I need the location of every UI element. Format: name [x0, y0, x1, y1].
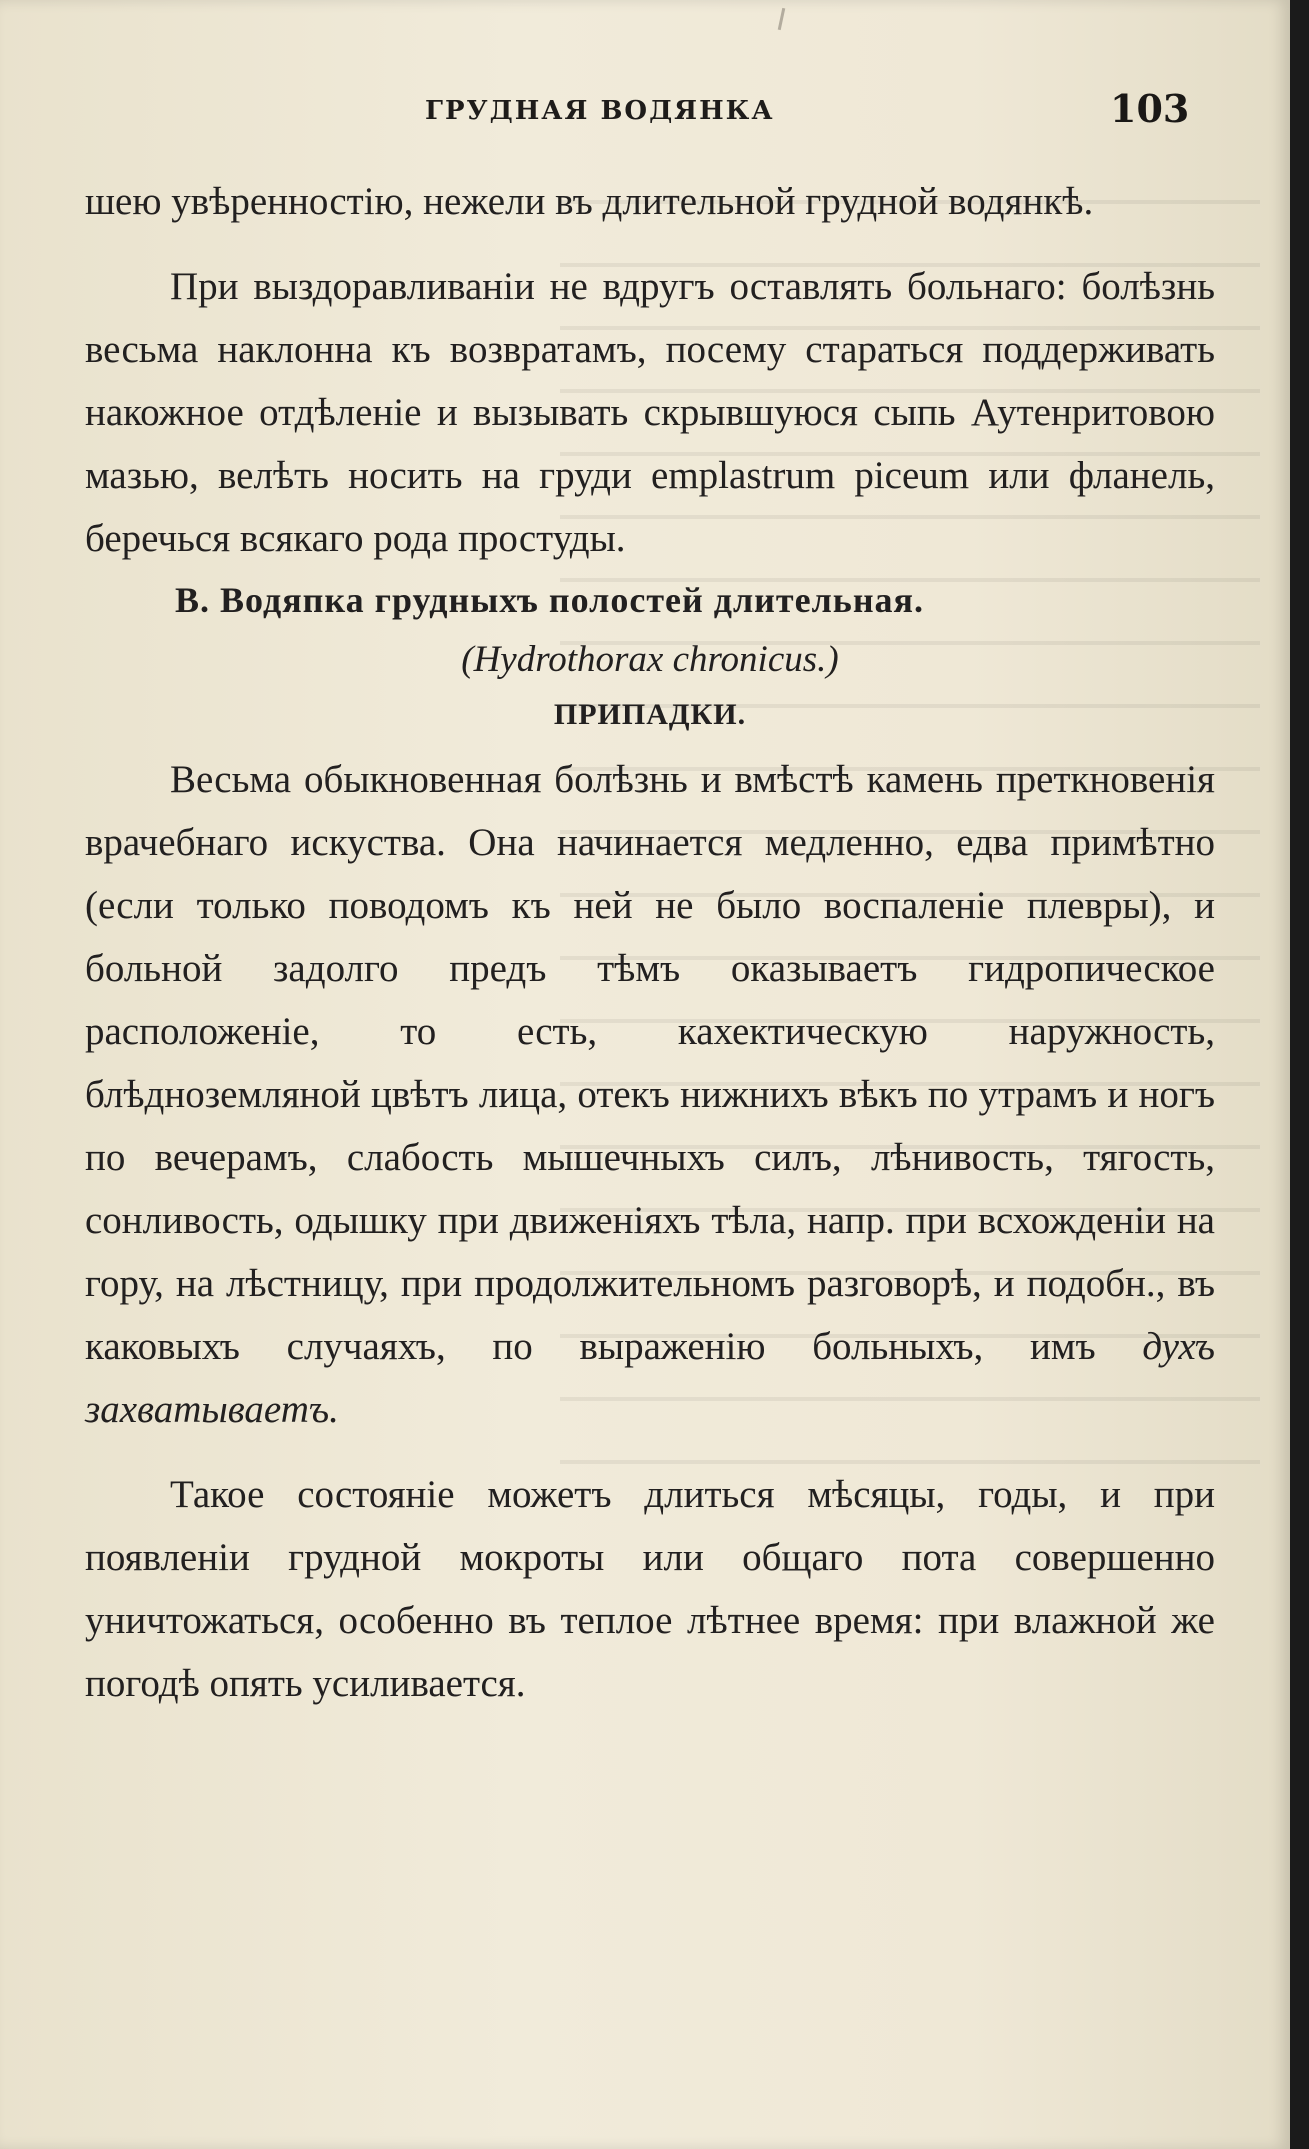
- page-number: 103: [1110, 86, 1190, 131]
- subheading-symptoms: ПРИПАДКИ.: [553, 698, 747, 731]
- body-text: [85, 170, 1215, 1715]
- paragraph-description: [85, 748, 1215, 1441]
- paragraph-recovery: При выздоравливаніи не вдругъ оставлять больнаго: болѣзнь весьма наклонна къ возвратамъ, посему стараться поддерживать накожное отдѣленіе и вызывать скрывшуюся сыпь Аутенритовою мазью, велѣть носить на груди emplastrum piceum или фланель, беречься всякаго рода простуды.: [85, 265, 1215, 560]
- latin-title: (Hydrothorax chronicus.): [461, 639, 839, 680]
- page-header: [0, 86, 1290, 136]
- stray-ink-mark: [778, 8, 786, 30]
- section-title: В. Водяпка грудныхъ полостей длительная.: [175, 580, 925, 620]
- paragraph-description-text: Весьма обыкновенная болѣзнь и вмѣстѣ камень преткновенія врачебнаго искуства. Она начинается медленно, едва примѣтно (если только поводомъ къ ней не было воспаленіе плевры), и больной задолго предъ тѣмъ оказываетъ гидропическое расположеніе, то есть, кахектическую наружность, блѣдноземляной цвѣтъ лица, отекъ нижнихъ вѣкъ по утрамъ и ногъ по вечерамъ, слабость мышечныхъ силъ, лѣнивость, тягость, сонливость, одышку при движеніяхъ тѣла, напр. при всхожденіи на гору, на лѣстницу, при продолжительномъ разговорѣ, и подобн., въ каковыхъ случаяхъ, по выраженію больныхъ, имъ: [85, 758, 1215, 1368]
- paragraph-course: Такое состояніе можетъ длиться мѣсяцы, годы, и при появленіи грудной мокроты или общаго пота совершенно уничтожаться, особенно въ теплое лѣтнее время: при влажной же погодѣ опять усиливается.: [85, 1473, 1215, 1705]
- paragraph-continuation: шею увѣренностію, нежели въ длительной грудной водянкѣ.: [85, 180, 1094, 223]
- running-head: ГРУДНАЯ ВОДЯНКА: [425, 96, 775, 126]
- paragraph-description-italic: духъ захватываетъ.: [85, 1325, 1215, 1431]
